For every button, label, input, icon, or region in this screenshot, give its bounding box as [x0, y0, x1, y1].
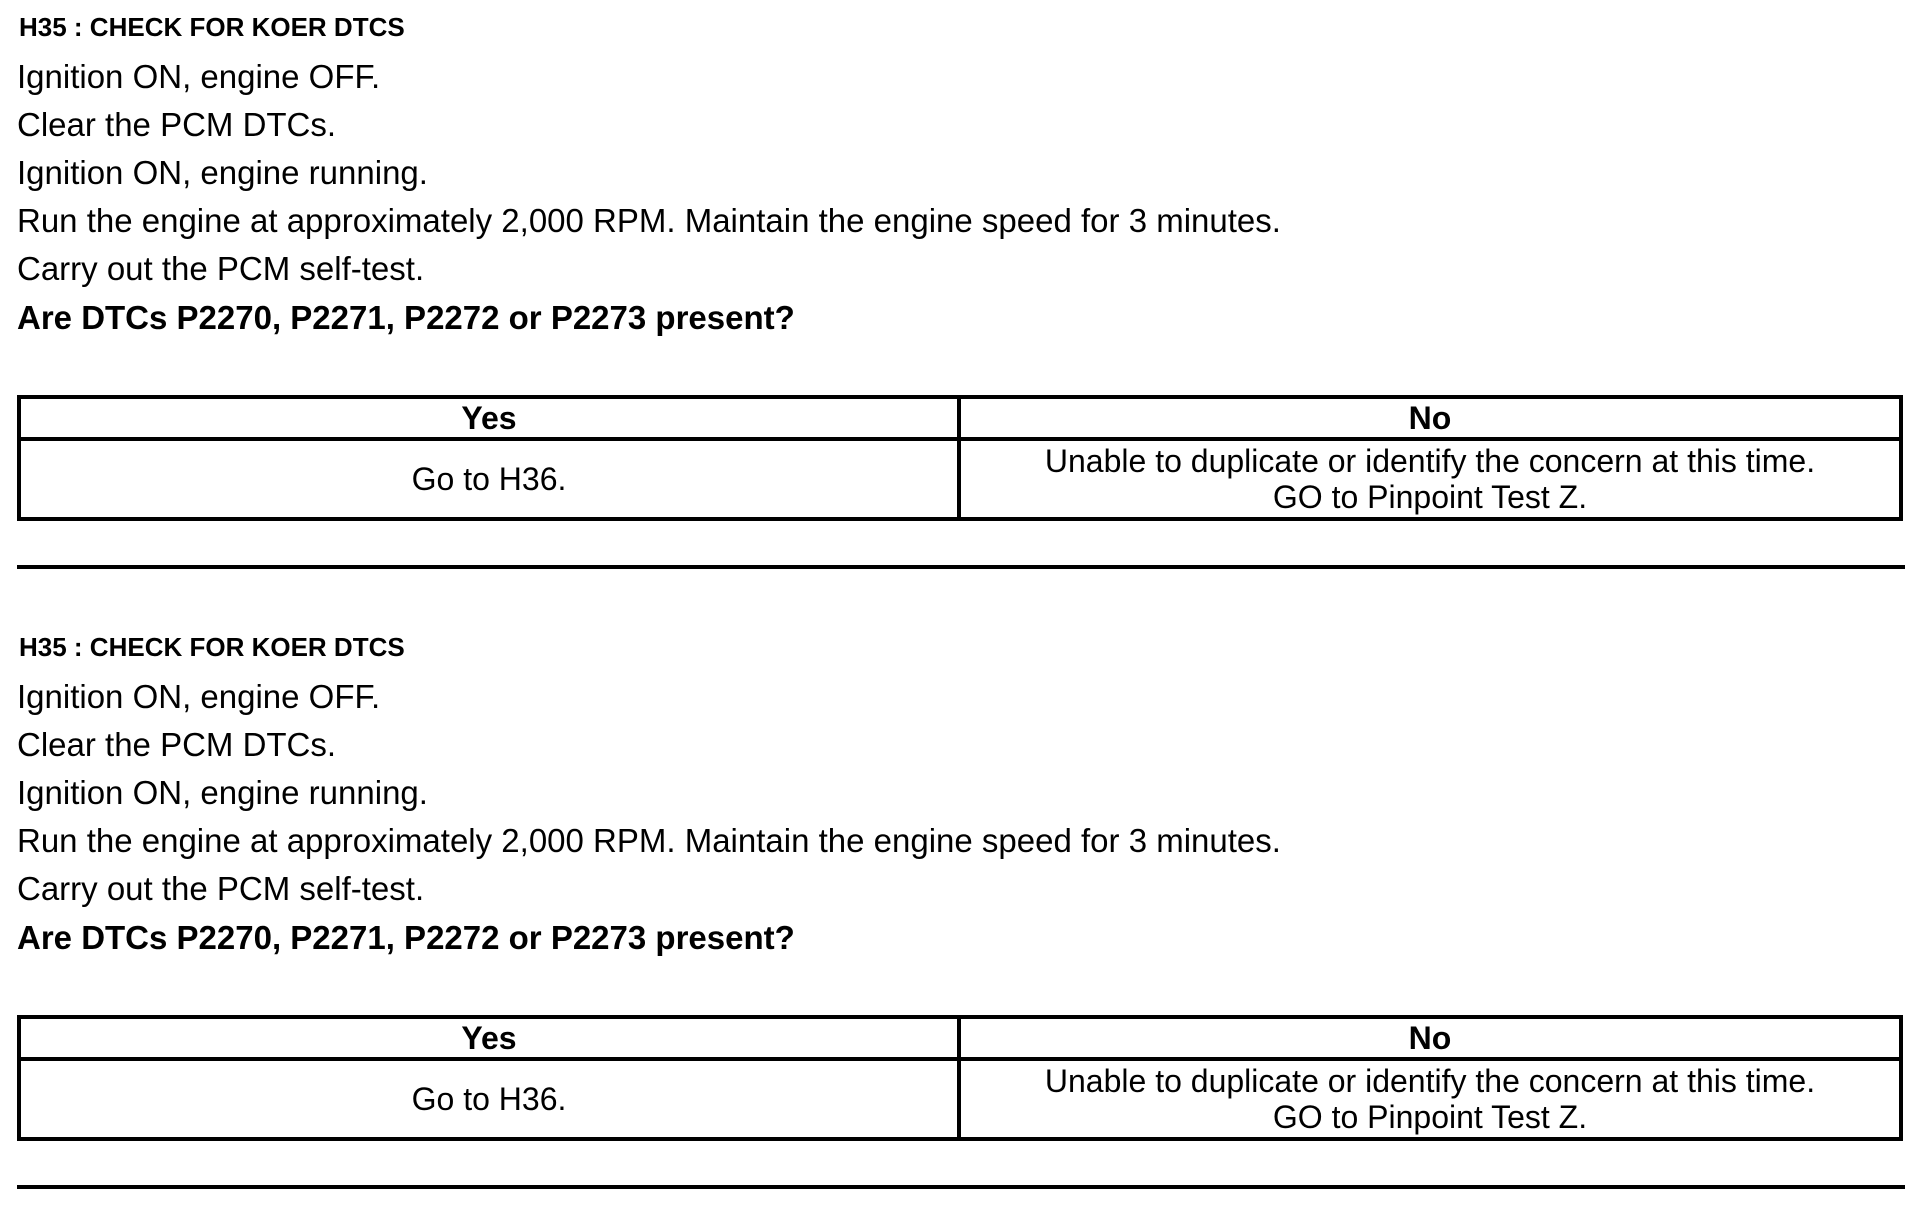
table-header-row — [19, 1017, 1901, 1059]
instruction-step: Run the engine at approximately 2,000 RPM. Maintain the engine speed for 3 minutes. — [17, 202, 1281, 239]
instruction-step: Carry out the PCM self-test. — [17, 870, 425, 907]
no-action-text-line2: GO to Pinpoint Test Z. — [1272, 1099, 1588, 1135]
no-action-text-line2: GO to Pinpoint Test Z. — [1272, 479, 1588, 515]
yes-action-cell — [19, 439, 959, 519]
yes-action-text: Go to H36. — [411, 461, 567, 497]
no-header: No — [959, 1017, 1901, 1059]
diagnostic-question: Are DTCs P2270, P2271, P2272 or P2273 present? — [17, 919, 795, 956]
instruction-step: Ignition ON, engine running. — [17, 774, 428, 811]
instruction-step: Ignition ON, engine OFF. — [17, 678, 381, 715]
yes-header: Yes — [19, 397, 959, 439]
instruction-step: Run the engine at approximately 2,000 RPM. Maintain the engine speed for 3 minutes. — [17, 822, 1281, 859]
step-heading: H35 : CHECK FOR KOER DTCS — [19, 632, 405, 662]
table-row — [19, 1059, 1901, 1139]
instruction-step: Clear the PCM DTCs. — [17, 106, 337, 143]
instruction-step: Clear the PCM DTCs. — [17, 726, 337, 763]
no-action-text-line1: Unable to duplicate or identify the concern at this time. — [1044, 1063, 1816, 1099]
diagnostic-question: Are DTCs P2270, P2271, P2272 or P2273 present? — [17, 299, 795, 336]
no-header: No — [959, 397, 1901, 439]
result-table — [17, 395, 1903, 521]
no-action-text-line1: Unable to duplicate or identify the concern at this time. — [1044, 443, 1816, 479]
yes-header: Yes — [19, 1017, 959, 1059]
step-heading: H35 : CHECK FOR KOER DTCS — [19, 12, 405, 42]
instruction-step: Carry out the PCM self-test. — [17, 250, 425, 287]
no-action-cell — [959, 1059, 1901, 1139]
table-row — [19, 439, 1901, 519]
yes-action-cell — [19, 1059, 959, 1139]
table-header-row — [19, 397, 1901, 439]
instruction-step: Ignition ON, engine OFF. — [17, 58, 381, 95]
yes-action-text: Go to H36. — [411, 1081, 567, 1117]
result-table — [17, 1015, 1903, 1141]
section-divider — [17, 1185, 1905, 1189]
instruction-step: Ignition ON, engine running. — [17, 154, 428, 191]
section-divider — [17, 565, 1905, 569]
no-action-cell — [959, 439, 1901, 519]
